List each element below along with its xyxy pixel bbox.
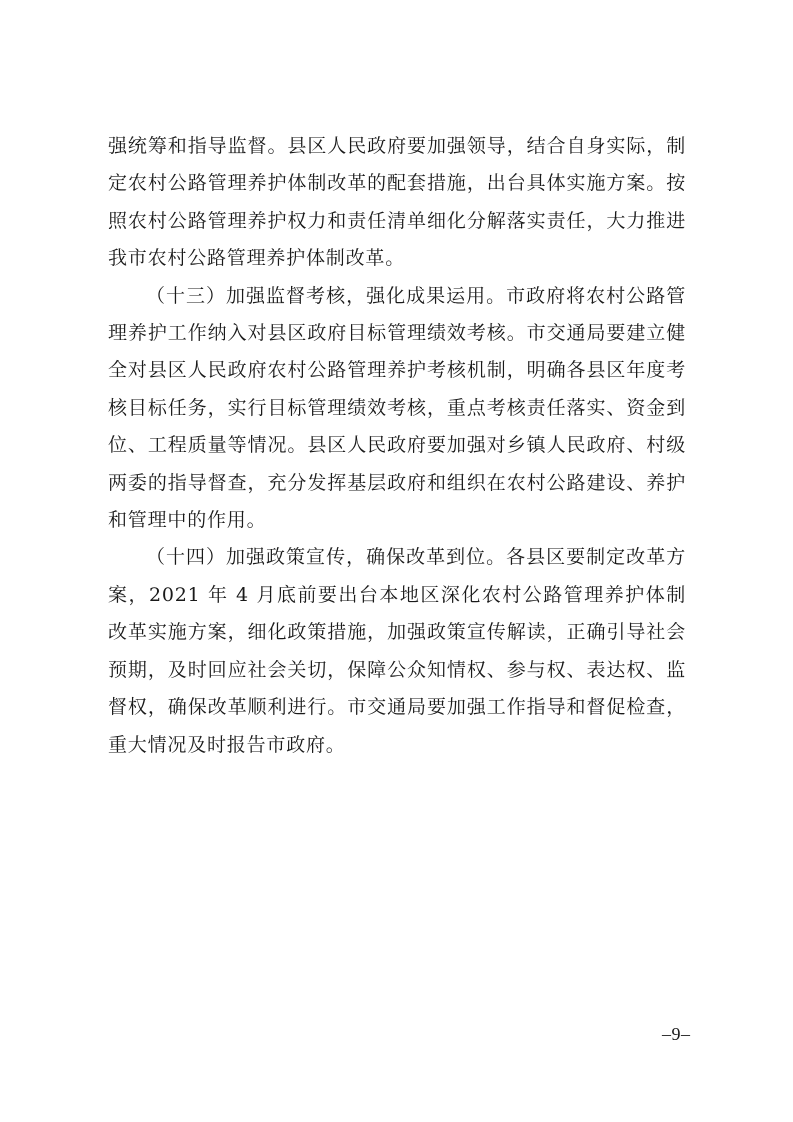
paragraph-section-13 [108, 278, 686, 540]
page-number: –9– [662, 1024, 691, 1044]
paragraph-continuation [108, 128, 686, 278]
document-body [108, 128, 686, 764]
paragraph-text: 各县区要制定改革方案，2021 年 4 月底前要出台本地区深化农村公路管理养护体制改革实施方案，细化政策措施，加强政策宣传解读，正确引导社会预期，及时回应社会关切，保障公众知情权、参与权、表达权、监督权，确保改革顺利进行。市交通局要加强工作指导和督促检查，重大情况及时报告市政府。 [108, 546, 686, 756]
paragraph-section-14 [108, 539, 686, 763]
paragraph-text: 市政府将农村公路管理养护工作纳入对县区政府目标管理绩效考核。市交通局要建立健全对县区人民政府农村公路管理养护考核机制，明确各县区年度考核目标任务，实行目标管理绩效考核，重点考核责任落实、资金到位、工程质量等情况。县区人民政府要加强对乡镇人民政府、村级两委的指导督查，充分发挥基层政府和组织在农村公路建设、养护和管理中的作用。 [108, 284, 686, 532]
section-heading: （十四）加强政策宣传，确保改革到位。 [146, 546, 507, 569]
section-heading: （十三）加强监督考核，强化成果运用。 [146, 284, 507, 307]
paragraph-text: 强统筹和指导监督。县区人民政府要加强领导，结合自身实际，制定农村公路管理养护体制改革的配套措施，出台具体实施方案。按照农村公路管理养护权力和责任清单细化分解落实责任，大力推进我市农村公路管理养护体制改革。 [108, 135, 686, 270]
